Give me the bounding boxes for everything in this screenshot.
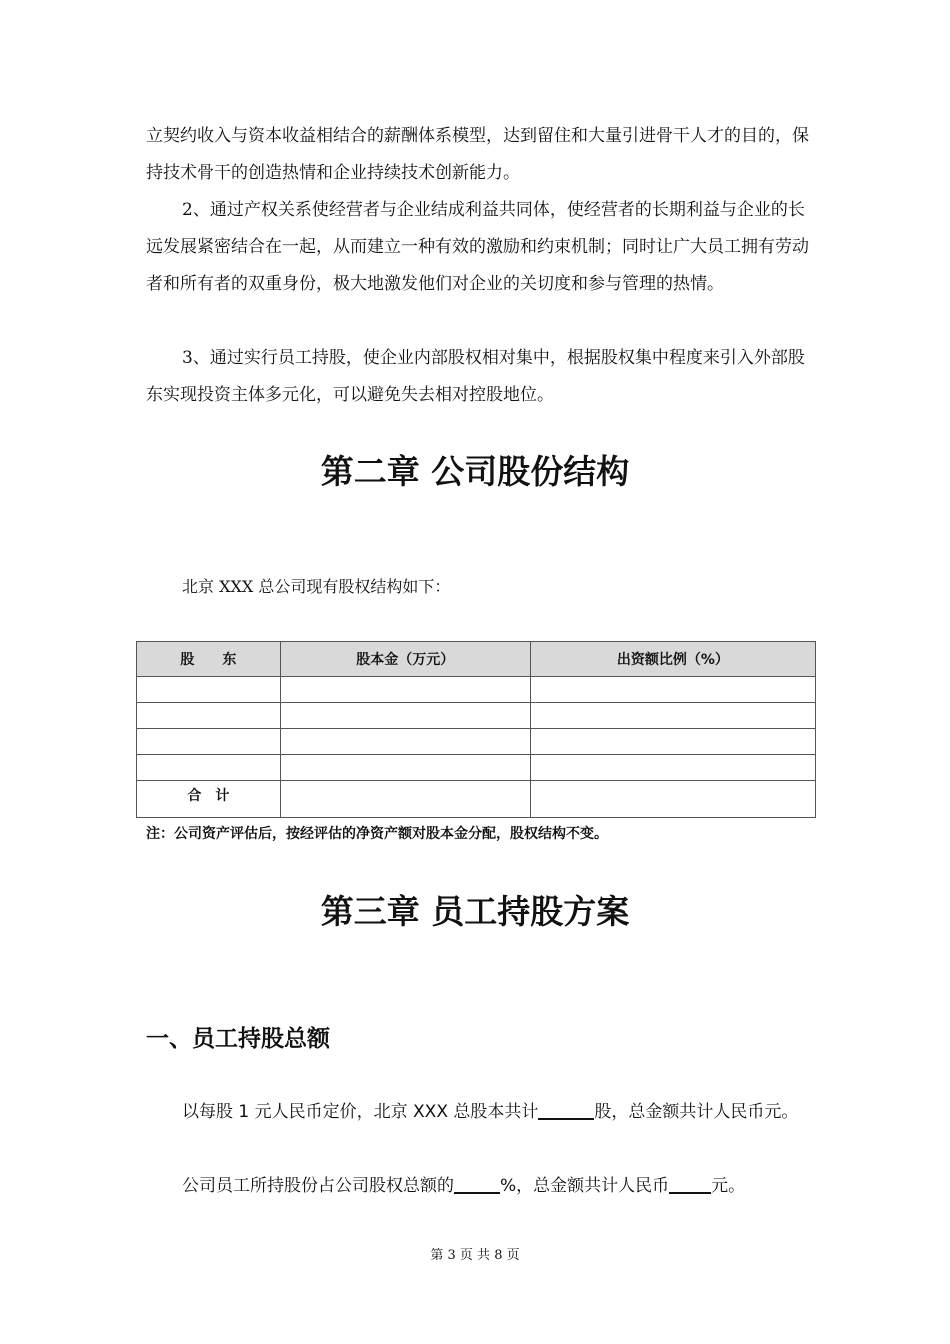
total-shares-text-a: 以每股 1 元人民币定价，北京 XXX 总股本共计 — [182, 1102, 539, 1122]
table-cell — [280, 703, 530, 729]
table-cell — [280, 729, 530, 755]
paragraph-employee-ratio — [146, 1168, 816, 1205]
total-label: 合 计 — [137, 781, 281, 818]
total-shares-text-b: 股，总金额共计人民币元。 — [594, 1102, 799, 1122]
table-cell — [530, 677, 815, 703]
table-cell — [280, 755, 530, 781]
table-row — [137, 755, 816, 781]
ratio-blank[interactable] — [454, 1174, 500, 1194]
table-cell — [280, 677, 530, 703]
table-row — [137, 729, 816, 755]
chapter-3-title: 第三章 员工持股方案 — [320, 892, 630, 931]
section-1-title: 一、员工持股总额 — [146, 1026, 330, 1052]
table-cell — [530, 755, 815, 781]
shareholding-intro: 北京 XXX 总公司现有股权结构如下： — [182, 577, 451, 596]
employee-ratio-text-c: 元。 — [711, 1176, 746, 1196]
table-cell — [137, 703, 281, 729]
table-note: 注：公司资产评估后，按经评估的净资产额对股本金分配，股权结构不变。 — [146, 826, 608, 842]
table-cell — [530, 703, 815, 729]
header-shareholder: 股 东 — [137, 642, 281, 677]
amount-blank[interactable] — [669, 1174, 711, 1194]
table-cell — [137, 677, 281, 703]
table-cell — [280, 781, 530, 818]
paragraph-point-3: 3、通过实行员工持股，使企业内部股权相对集中，根据股权集中程度来引入外部股东实现投资主体多元化，可以避免失去相对控股地位。 — [146, 348, 805, 405]
paragraph-point-2: 2、通过产权关系使经营者与企业结成利益共同体，使经营者的长期利益与企业的长远发展紧密结合在一起，从而建立一种有效的激励和约束机制；同时让广大员工拥有劳动者和所有者的双重身份，极大地激发他们对企业的关切度和参与管理的热情。 — [146, 200, 809, 294]
paragraph-continuation: 立契约收入与资本收益相结合的薪酬体系模型，达到留住和大量引进骨干人才的目的，保持技术骨干的创造热情和企业持续技术创新能力。 — [146, 126, 809, 183]
table-header-row — [137, 642, 816, 677]
header-ratio: 出资额比例（%） — [530, 642, 815, 677]
table-total-row — [137, 781, 816, 818]
header-capital: 股本金（万元） — [280, 642, 530, 677]
total-shares-blank[interactable] — [538, 1100, 594, 1120]
chapter-2-title: 第二章 公司股份结构 — [320, 452, 630, 491]
table-row — [137, 677, 816, 703]
table-cell — [530, 729, 815, 755]
page-number: 第 3 页 共 8 页 — [430, 1248, 520, 1263]
employee-ratio-text-a: 公司员工所持股份占公司股权总额的 — [182, 1176, 454, 1196]
table-cell — [530, 781, 815, 818]
paragraph-total-shares — [146, 1094, 816, 1131]
table-row — [137, 703, 816, 729]
table-cell — [137, 755, 281, 781]
shareholding-table — [136, 641, 816, 818]
table-cell — [137, 729, 281, 755]
employee-ratio-text-b: %，总金额共计人民币 — [500, 1176, 670, 1196]
